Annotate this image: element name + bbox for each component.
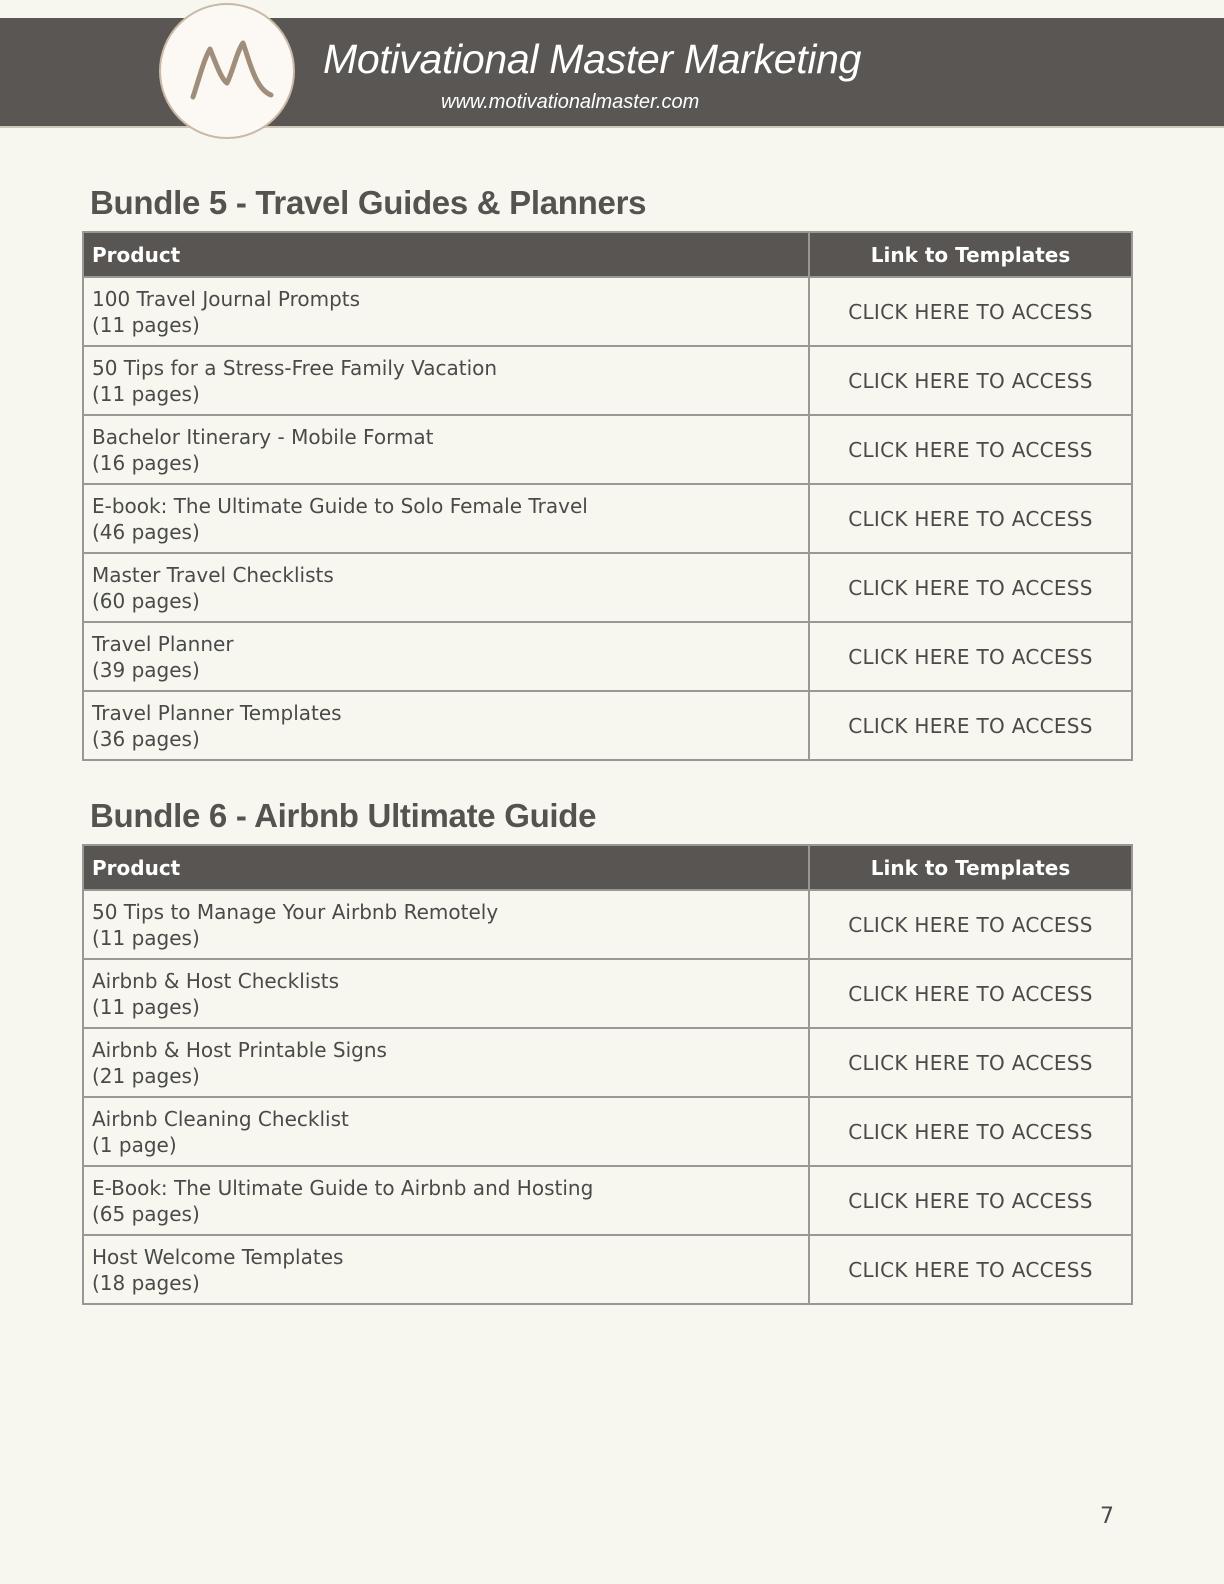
column-header-product: Product bbox=[83, 845, 809, 890]
product-name: Airbnb Cleaning Checklist bbox=[92, 1106, 349, 1131]
column-header-product: Product bbox=[83, 232, 809, 277]
column-header-link: Link to Templates bbox=[809, 232, 1132, 277]
product-pages: (1 page) bbox=[92, 1132, 177, 1157]
product-cell bbox=[83, 890, 809, 959]
table-row bbox=[83, 484, 1132, 553]
product-pages: (11 pages) bbox=[92, 312, 200, 337]
product-name: Travel Planner Templates bbox=[92, 700, 342, 725]
product-cell bbox=[83, 1028, 809, 1097]
access-link[interactable]: CLICK HERE TO ACCESS bbox=[809, 346, 1132, 415]
product-cell bbox=[83, 622, 809, 691]
table-row bbox=[83, 1097, 1132, 1166]
product-pages: (18 pages) bbox=[92, 1270, 200, 1295]
access-link[interactable]: CLICK HERE TO ACCESS bbox=[809, 1235, 1132, 1304]
product-pages: (36 pages) bbox=[92, 726, 200, 751]
table-row bbox=[83, 1028, 1132, 1097]
access-link[interactable]: CLICK HERE TO ACCESS bbox=[809, 622, 1132, 691]
product-pages: (11 pages) bbox=[92, 381, 200, 406]
table-row bbox=[83, 346, 1132, 415]
product-cell bbox=[83, 1097, 809, 1166]
table-header-row bbox=[83, 845, 1132, 890]
product-cell bbox=[83, 346, 809, 415]
product-name: Airbnb & Host Printable Signs bbox=[92, 1037, 387, 1062]
page-number: 7 bbox=[1100, 1504, 1114, 1529]
table-row bbox=[83, 691, 1132, 760]
product-pages: (11 pages) bbox=[92, 925, 200, 950]
product-cell bbox=[83, 1166, 809, 1235]
product-name: 50 Tips to Manage Your Airbnb Remotely bbox=[92, 899, 499, 924]
bundle-5-heading: Bundle 5 - Travel Guides & Planners bbox=[90, 184, 647, 221]
product-name: Travel Planner bbox=[92, 631, 234, 656]
access-link[interactable]: CLICK HERE TO ACCESS bbox=[809, 959, 1132, 1028]
brand-title: Motivational Master Marketing bbox=[323, 36, 862, 82]
product-name: Host Welcome Templates bbox=[92, 1244, 344, 1269]
logo-mark bbox=[177, 21, 277, 121]
table-row bbox=[83, 622, 1132, 691]
table-row bbox=[83, 959, 1132, 1028]
product-name: E-Book: The Ultimate Guide to Airbnb and Hosting bbox=[92, 1175, 594, 1200]
product-name: 100 Travel Journal Prompts bbox=[92, 286, 361, 311]
table-row bbox=[83, 277, 1132, 346]
product-cell bbox=[83, 277, 809, 346]
product-cell bbox=[83, 1235, 809, 1304]
table-row bbox=[83, 890, 1132, 959]
access-link[interactable]: CLICK HERE TO ACCESS bbox=[809, 277, 1132, 346]
product-cell bbox=[83, 959, 809, 1028]
product-cell bbox=[83, 415, 809, 484]
brand-url[interactable]: www.motivationalmaster.com bbox=[441, 91, 700, 113]
bundle-6-table bbox=[82, 844, 1133, 1305]
product-pages: (39 pages) bbox=[92, 657, 200, 682]
product-name: 50 Tips for a Stress-Free Family Vacation bbox=[92, 355, 498, 380]
product-pages: (60 pages) bbox=[92, 588, 200, 613]
table-row bbox=[83, 553, 1132, 622]
access-link[interactable]: CLICK HERE TO ACCESS bbox=[809, 1166, 1132, 1235]
product-name: Master Travel Checklists bbox=[92, 562, 334, 587]
table-row bbox=[83, 1235, 1132, 1304]
product-pages: (21 pages) bbox=[92, 1063, 200, 1088]
product-pages: (65 pages) bbox=[92, 1201, 200, 1226]
product-pages: (11 pages) bbox=[92, 994, 200, 1019]
product-name: Bachelor Itinerary - Mobile Format bbox=[92, 424, 434, 449]
bundle-6-heading: Bundle 6 - Airbnb Ultimate Guide bbox=[90, 797, 597, 834]
access-link[interactable]: CLICK HERE TO ACCESS bbox=[809, 1097, 1132, 1166]
table-header-row bbox=[83, 232, 1132, 277]
product-pages: (16 pages) bbox=[92, 450, 200, 475]
table-row bbox=[83, 415, 1132, 484]
column-header-link: Link to Templates bbox=[809, 845, 1132, 890]
access-link[interactable]: CLICK HERE TO ACCESS bbox=[809, 553, 1132, 622]
product-name: E-book: The Ultimate Guide to Solo Female Travel bbox=[92, 493, 588, 518]
product-pages: (46 pages) bbox=[92, 519, 200, 544]
product-name: Airbnb & Host Checklists bbox=[92, 968, 340, 993]
access-link[interactable]: CLICK HERE TO ACCESS bbox=[809, 1028, 1132, 1097]
access-link[interactable]: CLICK HERE TO ACCESS bbox=[809, 484, 1132, 553]
product-cell bbox=[83, 553, 809, 622]
access-link[interactable]: CLICK HERE TO ACCESS bbox=[809, 691, 1132, 760]
access-link[interactable]: CLICK HERE TO ACCESS bbox=[809, 890, 1132, 959]
product-cell bbox=[83, 484, 809, 553]
access-link[interactable]: CLICK HERE TO ACCESS bbox=[809, 415, 1132, 484]
m-peak-logo-icon bbox=[159, 3, 295, 139]
table-row bbox=[83, 1166, 1132, 1235]
bundle-5-table bbox=[82, 231, 1133, 761]
product-cell bbox=[83, 691, 809, 760]
